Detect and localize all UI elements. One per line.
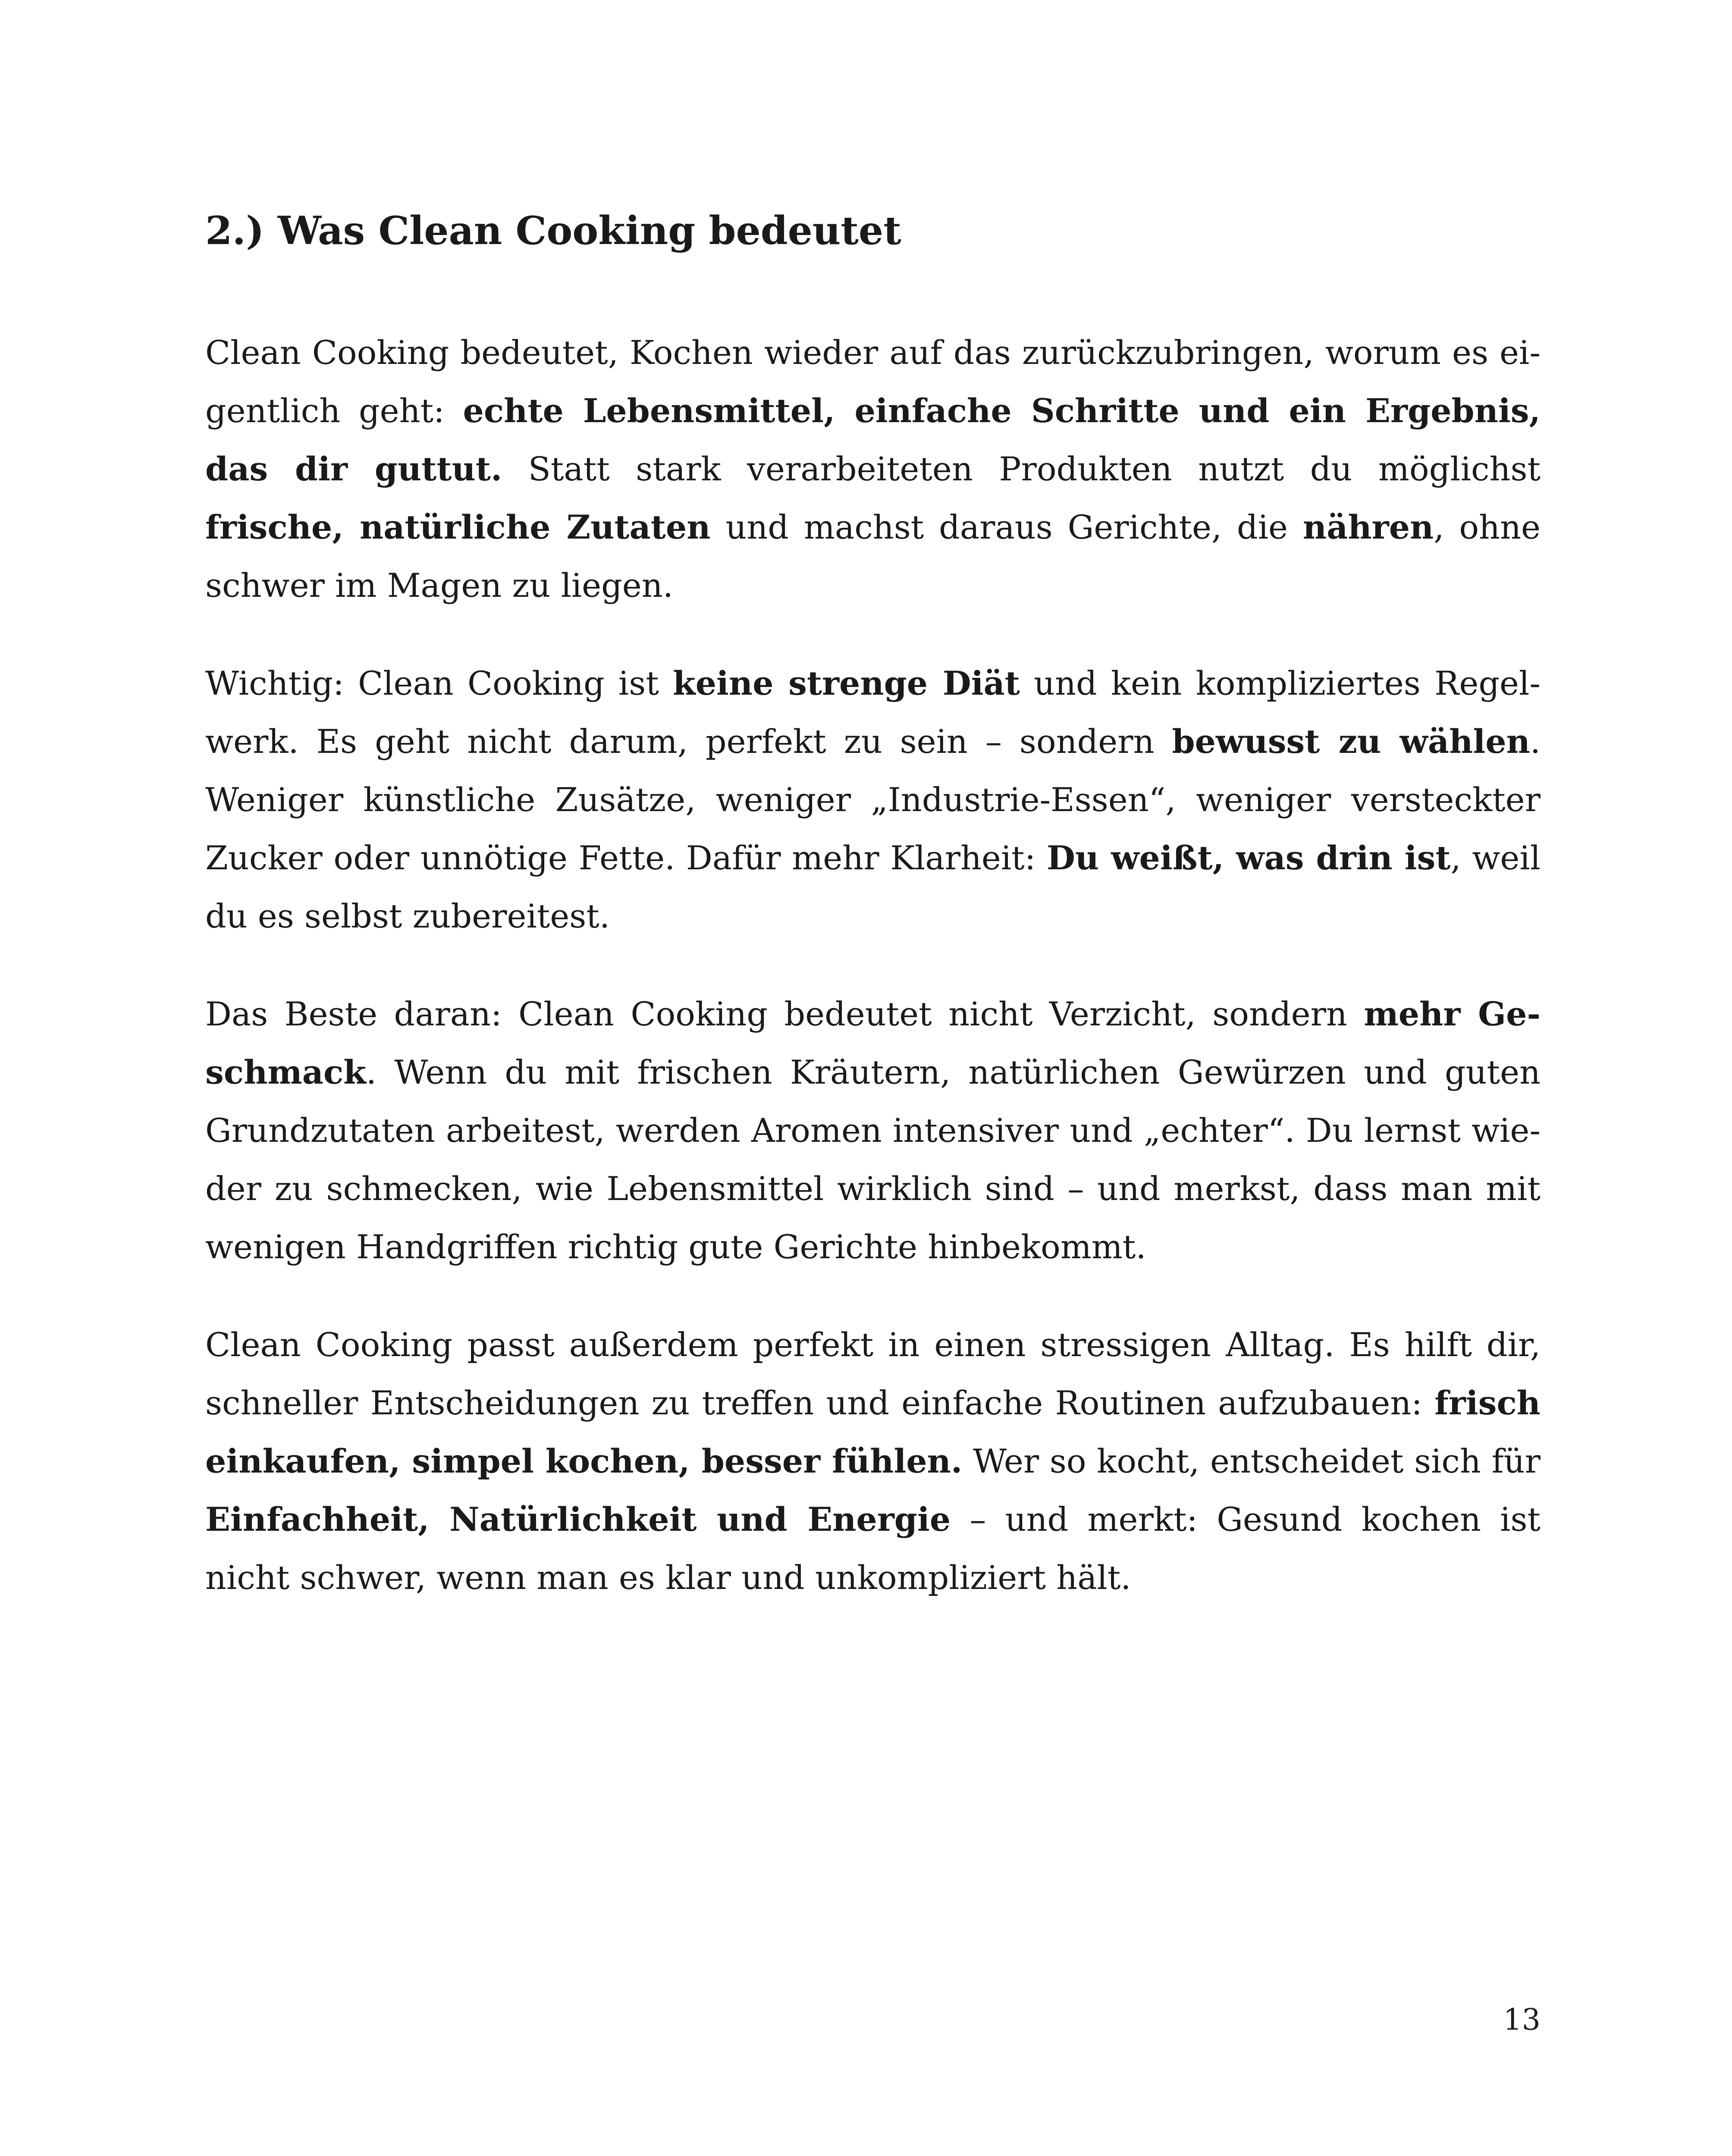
paragraph-text: , ohne schwer im Magen zu liegen. bbox=[205, 508, 1541, 605]
body-paragraph-4 bbox=[205, 1316, 1541, 1607]
body-paragraph-1 bbox=[205, 323, 1541, 614]
body-paragraph-2 bbox=[205, 654, 1541, 945]
emphasis-text: nähren bbox=[1302, 508, 1434, 546]
emphasis-text: Einfachheit, Natürlichkeit und Energie bbox=[205, 1500, 951, 1539]
emphasis-text: echte Lebensmittel, einfache Schritte und ein Ergebnis, das dir guttut. bbox=[205, 392, 1541, 488]
paragraph-text: und machst daraus Gerichte, die bbox=[710, 508, 1303, 546]
body-text bbox=[205, 323, 1541, 1607]
paragraph-text: , weil du es selbst zubereitest. bbox=[205, 839, 1541, 935]
paragraph-text: Das Beste daran: Clean Cooking bedeutet nicht Verzicht, sondern bbox=[205, 995, 1364, 1033]
paragraph-text: Statt stark verarbeiteten Produkten nutzt du möglichst bbox=[502, 450, 1541, 488]
emphasis-text: bewusst zu wählen bbox=[1172, 722, 1530, 761]
emphasis-text: keine strenge Diät bbox=[673, 664, 1020, 702]
emphasis-text: mehr Geschmack bbox=[205, 995, 1541, 1091]
body-paragraph-3 bbox=[205, 985, 1541, 1276]
paragraph-text: Wichtig: Clean Cooking ist bbox=[205, 664, 673, 702]
page-content bbox=[205, 203, 1541, 1646]
paragraph-text: und kein kompliziertes Regelwerk. Es geht nicht darum, perfekt zu sein – sondern bbox=[205, 664, 1541, 761]
paragraph-text: Clean Cooking bedeutet, Kochen wieder auf das zurückzubringen, worum es eigentlich geht: bbox=[205, 333, 1541, 430]
emphasis-text: frische, natürliche Zutaten bbox=[205, 508, 711, 546]
emphasis-text: frisch einkaufen, simpel kochen, besser fühlen. bbox=[205, 1384, 1541, 1480]
emphasis-text: Du weißt, was drin ist bbox=[1047, 839, 1451, 877]
paragraph-text: Clean Cooking passt außerdem perfekt in einen stressigen Alltag. Es hilft dir, schneller Entscheidungen zu treffen und einfache Routinen aufzubauen: bbox=[205, 1326, 1541, 1422]
section-heading: 2.) Was Clean Cooking bedeutet bbox=[205, 208, 901, 254]
paragraph-text: Wer so kocht, entscheidet sich für bbox=[962, 1442, 1541, 1480]
paragraph-text: – und merkt: Gesund kochen ist nicht schwer, wenn man es klar und unkompliziert hält. bbox=[205, 1500, 1541, 1597]
page-number: 13 bbox=[1503, 2003, 1541, 2037]
paragraph-text: . Weniger künstliche Zusätze, weniger „Industrie-Essen“, weniger versteckter Zucker oder unnötige Fette. Dafür mehr Klarheit: bbox=[205, 722, 1541, 877]
paragraph-text: . Wenn du mit frischen Kräutern, natürlichen Gewürzen und guten Grundzutaten arbeitest, werden Aromen intensiver und „echter“. Du lernst wieder zu schmecken, wie Lebensmittel wirklich sind – und merkst, dass man mit wenigen Handgriffen richtig gute Gerichte hinbekommt. bbox=[205, 1053, 1541, 1266]
